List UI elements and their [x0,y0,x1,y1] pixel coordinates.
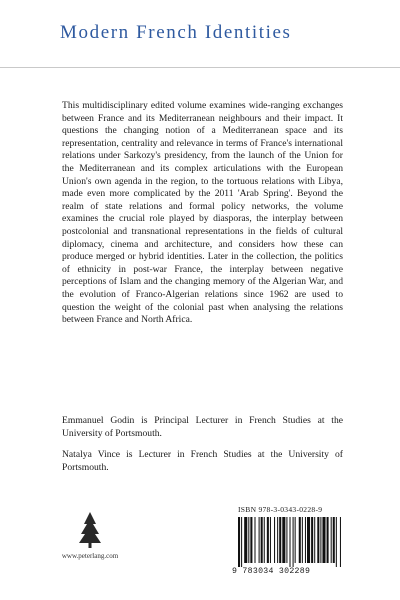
barcode-bar [327,517,329,563]
barcode-bar [264,517,265,563]
back-cover-blurb: This multidisciplinary edited volume examines wide-ranging exchanges between France and its Mediterranean neighbours and their impact. It questions the changing notion of a Mediterranean space and its representation, centrality and relevance in terms of France's international relations under Sarkozy's presidency, from the launch of the Union for the Mediterranean and its complex articulations with the European Union's own agenda in the region, to the tortuous relations with Libya, made even more complicated by the 2011 'Arab Spring'. Beyond the realm of state relations and formal policy networks, the volume examines the crucial role played by diasporas, the interplay between postcolonial and transnational representations in the fields of cultural diplomacy, cinema and architecture, and considers how these can produce merged or hybrid identities. Later in the collection, the politics of ethnicity in post-war France, the interplay between negative perceptions of Islam and the changing memory of the Algerian War, and the evolution of Franco-Algerian relations since 1962 are used to question the weight of the colonial past when analysing the relations between France and North Africa. [62,100,343,326]
barcode-bar [277,517,278,563]
barcode-bar [244,517,247,563]
barcode-bar [274,517,275,563]
barcode-bar [238,517,240,567]
barcode-bar [302,517,303,563]
barcode-digits: 9 783034 302289 [232,567,311,576]
barcode-bar [299,517,301,563]
barcode-bar [241,517,242,567]
barcode-bar [261,517,263,563]
barcode-bar [314,517,315,563]
editor-bio-godin: Emmanuel Godin is Principal Lecturer in French Studies at the University of Portsmouth. [62,415,343,439]
barcode-bar [270,517,271,563]
series-title: Modern French Identities [60,22,292,43]
barcode-bar [289,517,290,567]
barcode-bar [254,517,255,563]
barcode-bar [259,517,260,563]
barcode-bar [311,517,313,563]
barcode-bar [333,517,335,563]
barcode-bar [250,517,252,563]
editor-bio-vince: Natalya Vince is Lecturer in French Studies at the University of Portsmouth. [62,449,343,473]
barcode-block [232,505,344,585]
barcode-bar [293,517,294,567]
peter-lang-logo-icon [75,510,105,550]
isbn-text: ISBN 978-3-0343-0228-9 [238,505,323,514]
barcode-bar [282,517,285,563]
barcode-bar [340,517,341,567]
barcode-bar [279,517,281,563]
barcode-bar [336,517,337,567]
series-header [0,0,400,68]
publisher-url[interactable]: www.peterlang.com [61,552,119,560]
barcode-image [238,517,342,567]
barcode-bar [305,517,306,563]
barcode-bar [317,517,319,563]
barcode-bar [295,517,296,563]
barcode-bar [267,517,269,563]
barcode-bar [331,517,332,563]
barcode-bar [307,517,310,563]
barcode-bar [248,517,249,563]
publisher-block [50,510,140,560]
barcode-bar [322,517,325,563]
barcode-bar [320,517,321,563]
barcode-bar [286,517,287,563]
